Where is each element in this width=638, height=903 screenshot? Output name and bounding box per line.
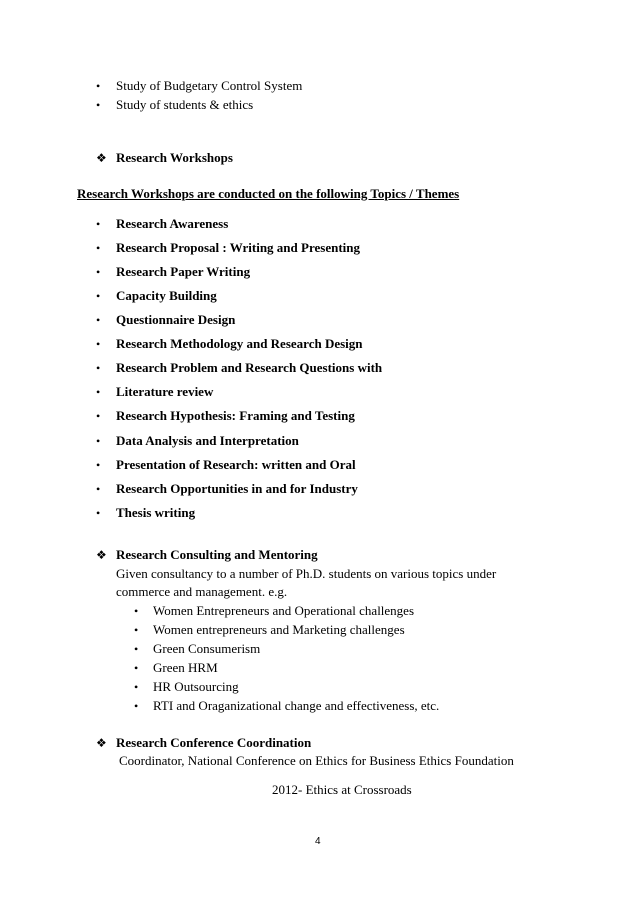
page-number: 4	[315, 836, 321, 847]
bullet-icon: •	[96, 289, 101, 303]
workshop-topic: Research Paper Writing	[116, 264, 251, 279]
bullet-icon: •	[96, 217, 101, 231]
workshop-topic: Research Hypothesis: Framing and Testing	[116, 408, 355, 423]
bullet-icon: •	[96, 361, 101, 375]
consulting-description: Given consultancy to a number of Ph.D. students on various topics under	[116, 566, 497, 581]
bullet-icon: •	[134, 604, 139, 618]
workshops-heading: Research Workshops	[116, 150, 233, 165]
consulting-topic: HR Outsourcing	[153, 679, 239, 694]
workshop-topic: Presentation of Research: written and Oral	[116, 457, 356, 472]
workshop-topic: Literature review	[116, 384, 214, 399]
conference-detail: Coordinator, National Conference on Ethics for Business Ethics Foundation	[119, 753, 514, 768]
consulting-topic: Green HRM	[153, 660, 218, 675]
bullet-icon: •	[134, 623, 139, 637]
workshop-topic: Research Methodology and Research Design	[116, 336, 363, 351]
bullet-icon: •	[134, 680, 139, 694]
bullet-icon: •	[96, 98, 101, 112]
workshop-topic: Data Analysis and Interpretation	[116, 433, 299, 448]
workshop-topic: Thesis writing	[116, 505, 196, 520]
workshop-topic: Capacity Building	[116, 288, 217, 303]
bullet-icon: •	[96, 506, 101, 520]
diamond-bullet-icon: ❖	[96, 151, 107, 165]
bullet-icon: •	[96, 458, 101, 472]
bullet-icon: •	[134, 661, 139, 675]
bullet-icon: •	[96, 241, 101, 255]
workshops-intro: Research Workshops are conducted on the following Topics / Themes	[77, 186, 460, 201]
bullet-icon: •	[134, 642, 139, 656]
bullet-icon: •	[96, 409, 101, 423]
workshop-topic: Research Awareness	[116, 216, 229, 231]
workshop-topic: Questionnaire Design	[116, 312, 236, 327]
bullet-icon: •	[96, 337, 101, 351]
bullet-icon: •	[96, 313, 101, 327]
diamond-bullet-icon: ❖	[96, 736, 107, 750]
workshop-topic: Research Problem and Research Questions with	[116, 360, 383, 375]
bullet-icon: •	[96, 265, 101, 279]
bullet-icon: •	[134, 699, 139, 713]
workshop-topic: Research Opportunities in and for Industry	[116, 481, 358, 496]
bullet-icon: •	[96, 385, 101, 399]
bullet-icon: •	[96, 79, 101, 93]
conference-heading: Research Conference Coordination	[116, 735, 312, 750]
conference-detail: 2012- Ethics at Crossroads	[272, 782, 412, 797]
workshop-topic: Research Proposal : Writing and Presenting	[116, 240, 360, 255]
consulting-heading: Research Consulting and Mentoring	[116, 547, 318, 562]
consulting-description: commerce and management. e.g.	[116, 584, 288, 599]
consulting-topic: Women Entrepreneurs and Operational challenges	[153, 603, 415, 618]
consulting-topic: Green Consumerism	[153, 641, 261, 656]
consulting-topic: RTI and Oraganizational change and effectiveness, etc.	[153, 698, 440, 713]
bullet-icon: •	[96, 434, 101, 448]
bullet-icon: •	[96, 482, 101, 496]
top-bullet-item: Study of Budgetary Control System	[116, 78, 303, 93]
top-bullet-item: Study of students & ethics	[116, 97, 254, 112]
diamond-bullet-icon: ❖	[96, 548, 107, 562]
consulting-topic: Women entrepreneurs and Marketing challenges	[153, 622, 405, 637]
